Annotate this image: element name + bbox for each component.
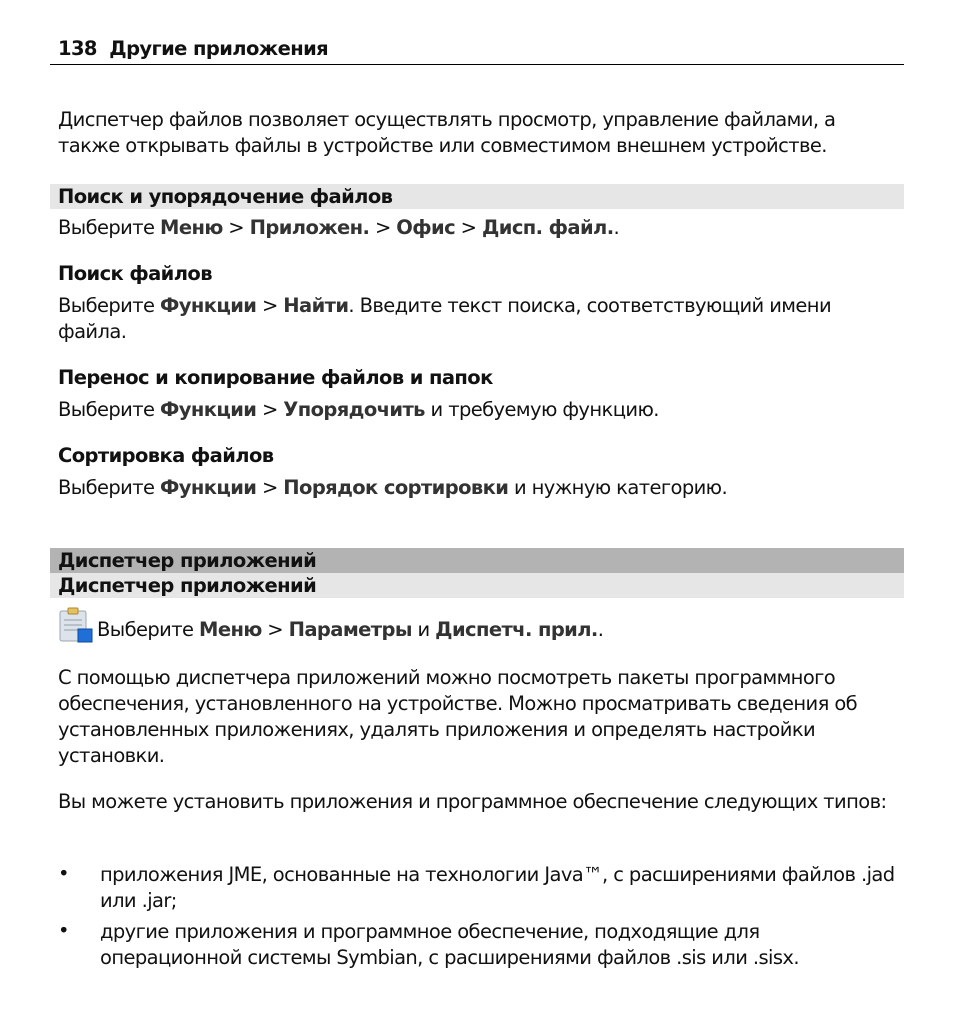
section-heading: Диспетчер приложений xyxy=(50,548,904,573)
list-item: другие приложения и программное обеспечение, подходящие для операционной системы Symbian, с расширениями файлов .sis или .sisx. xyxy=(100,920,799,969)
subheading: Сортировка файлов xyxy=(58,444,274,467)
bullet-marker: • xyxy=(58,919,69,942)
instruction: Выберите Функции > Порядок сортировки и нужную категорию. xyxy=(58,476,728,499)
paragraph: Вы можете установить приложения и программное обеспечение следующих типов: xyxy=(58,790,887,813)
menu-path: Выберите Меню > Приложен. > Офис > Дисп. файл.. xyxy=(58,216,620,239)
instruction: Выберите Функции > Найти. Введите текст поиска, соответствующий имени файла. xyxy=(58,294,832,343)
header-rule xyxy=(50,64,904,65)
app-manager-clipboard-icon xyxy=(58,607,94,643)
section-subheading: Диспетчер приложений xyxy=(50,573,904,598)
section-heading: Поиск и упорядочение файлов xyxy=(50,184,904,209)
page-number: 138 xyxy=(58,37,97,60)
subheading: Перенос и копирование файлов и папок xyxy=(58,366,493,389)
intro-paragraph: Диспетчер файлов позволяет осуществлять просмотр, управление файлами, а также открывать файлы в устройстве или совместимом внешнем устройстве. xyxy=(58,108,836,157)
list-item: приложения JME, основанные на технологии Java™, с расширениями файлов .jad или .jar; xyxy=(100,863,895,912)
header-section: Другие приложения xyxy=(109,37,329,60)
running-header xyxy=(58,37,328,60)
menu-path: Выберите Меню > Параметры и Диспетч. прил.. xyxy=(97,618,604,641)
subheading: Поиск файлов xyxy=(58,262,212,285)
bullet-marker: • xyxy=(58,862,69,885)
instruction: Выберите Функции > Упорядочить и требуемую функцию. xyxy=(58,398,659,421)
paragraph: С помощью диспетчера приложений можно посмотреть пакеты программного обеспечения, установленного на устройстве. Можно просматривать сведения об установленных приложениях, удалять приложения и определять настройки установки. xyxy=(58,666,858,767)
